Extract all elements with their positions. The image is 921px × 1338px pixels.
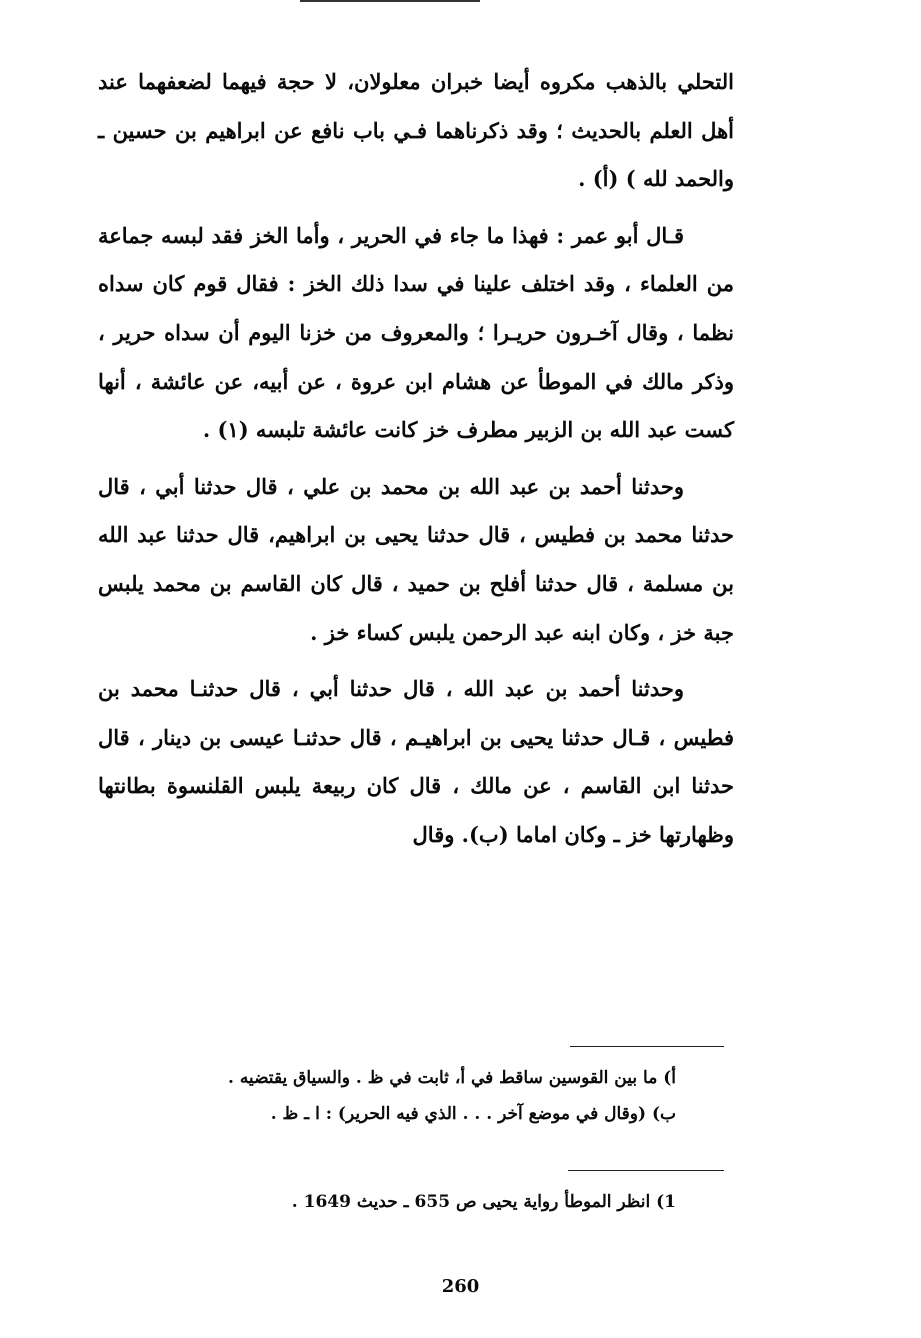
paragraph-continuation: التحلي بالذهب مكروه أيضا خبران معلولان، لا حجة فيهما لضعفهما عند أهل العلم بالحديث ؛ وقد ذكرناهما فـي باب نافع عن ابراهيم بن حسين ـ والحمد لله ) (أ) . — [98, 69, 734, 192]
header-rule — [300, 0, 480, 5]
footnote-divider — [570, 1046, 724, 1047]
page-number: 260 — [441, 1276, 480, 1297]
paragraph-hadith-1: وحدثنا أحمد بن عبد الله بن محمد بن علي ، قال حدثنا أبي ، قال حدثنا محمد بن فطيس ، قال حدثنا يحيى بن ابراهيم، قال حدثنا عبد الله بن مسلمة ، قال حدثنا أفلح بن حميد ، قال كان القاسم بن محمد يلبس جبة خز ، وكان ابنه عبد الرحمن يلبس كساء خز . — [98, 473, 734, 645]
footnote-item: 1) انظر الموطأ رواية يحيى ص 655 ـ حديث 1649 . — [291, 1192, 676, 1212]
footnote-item: أ) ما بين القوسين ساقط في أ، ثابت في ظ . والسياق يقتضيه . — [227, 1068, 676, 1088]
paragraph-hadith-2: وحدثنا أحمد بن عبد الله ، قال حدثنا أبي ، قال حدثنـا محمد بن فطيس ، قـال حدثنا يحيى بن ابراهيـم ، قال حدثنـا عيسى بن دينار ، قال حدثنا ابن القاسم ، عن مالك ، قال كان ربيعة يلبس القلنسوة بطانتها وظهارتها خز ـ وكان اماما (ب). وقال — [98, 676, 734, 847]
paragraph-abu-umar: قـال أبو عمر : فهذا ما جاء في الحرير ، وأما الخز فقد لبسه جماعة من العلماء ، وقد اختلف علينا في سدا ذلك الخز : فقال قوم كان سداه نظما ، وقال آخـرون حريـرا ؛ والمعروف من خزنا اليوم أن سداه حرير ، وذكر مالك في الموطأ عن هشام ابن عروة ، عن أبيه، عن عائشة ، أنها كست عبد الله بن الزبير مطرف خز كانت عائشة تلبسه (١) . — [98, 222, 734, 443]
main-text — [98, 58, 734, 860]
footnote-divider — [568, 1170, 724, 1171]
footnote-item: ب) (وقال في موضع آخر . . . الذي فيه الحرير) : ا ـ ظ . — [270, 1104, 676, 1124]
editorial-notes — [136, 1060, 676, 1132]
reference-notes — [136, 1184, 676, 1220]
